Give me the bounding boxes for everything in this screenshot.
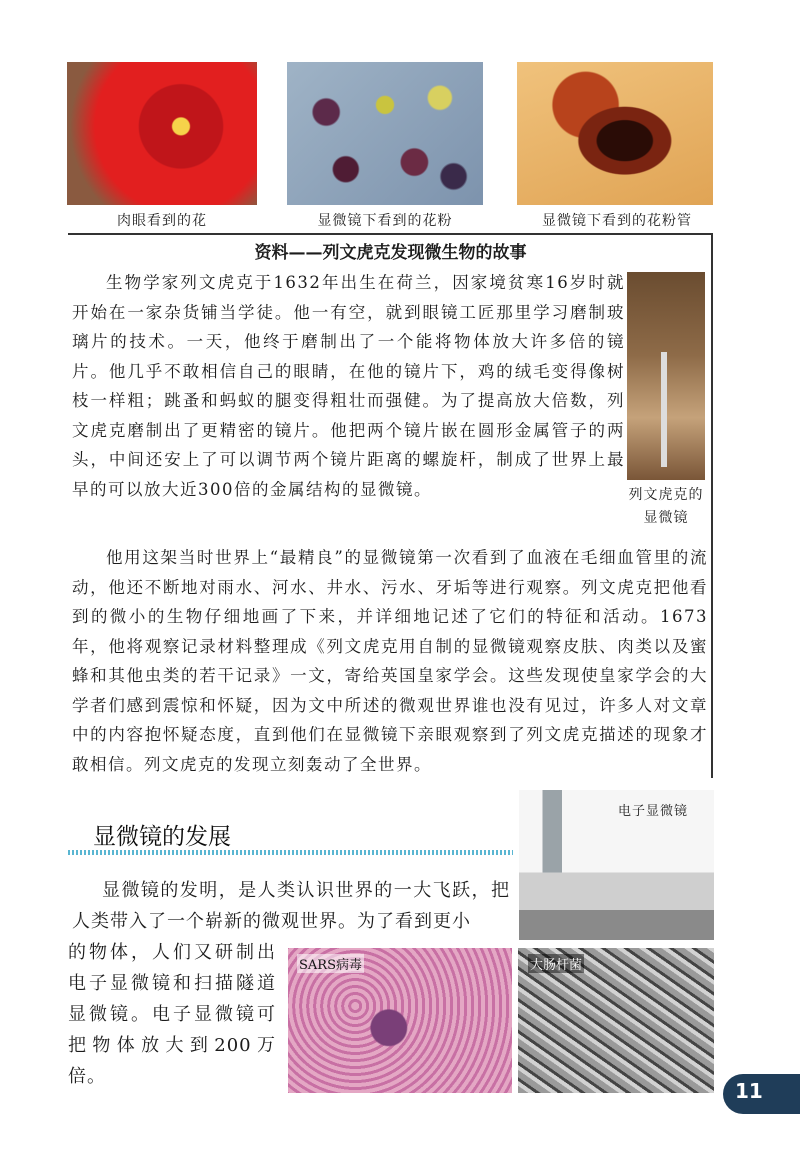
pollen-tube-caption: 显微镜下看到的花粉管 bbox=[542, 213, 692, 229]
flower-caption: 肉眼看到的花 bbox=[117, 213, 207, 229]
story-paragraph-1: 生物学家列文虎克于1632年出生在荷兰，因家境贫寒16岁时就开始在一家杂货铺当学徒。他一有空，就到眼镜工匠那里学习磨制玻璃片的技术。一天，他终于磨制出了一个能将物体放大许多倍的镜片。他几乎不敢相信自己的眼睛，在他的镜片下，鸡的绒毛变得像树枝一样粗；跳蚤和蚂蚁的腿变得粗壮而强健。为了提高放大倍数，列文虎克磨制出了更精密的镜片。他把两个镜片嵌在圆形金属管子的两头，中间还安上了可以调节两个镜片距离的螺旋杆，制成了世界上最早的可以放大近300倍的金属结构的显微镜。 bbox=[72, 273, 625, 499]
leeuwenhoek-microscope-photo bbox=[627, 272, 705, 480]
flower-photo bbox=[67, 62, 257, 205]
section-title-underline bbox=[68, 850, 513, 855]
story-box-right-border bbox=[711, 233, 713, 778]
section-text-narrow: 的物体，人们又研制出电子显微镜和扫描隧道显微镜。电子显微镜可把物体放大到200万倍。 bbox=[68, 942, 276, 1087]
pollen-photo bbox=[287, 62, 483, 205]
story-box-top-border bbox=[68, 233, 713, 235]
pollen-caption: 显微镜下看到的花粉 bbox=[317, 213, 453, 229]
sars-virus-label: SARS病毒 bbox=[297, 954, 364, 973]
section-title: 显微镜的发展 bbox=[93, 824, 231, 850]
story-paragraph-2: 他用这架当时世界上“最精良”的显微镜第一次看到了血液在毛细血管里的流动，他还不断地对雨水、河水、井水、污水、牙垢等进行观察。列文虎克把他看到的微小的生物仔细地画了下来，并详细地记述了它们的特征和活动。1673年，他将观察记录材料整理成《列文虎克用自制的显微镜观察皮肤、肉类以及蜜蜂和其他虫类的若干记录》一文，寄给英国皇家学会。这些发现使皇家学会的大学者们感到震惊和怀疑，因为文中所述的微观世界谁也没有见过，许多人对文章中的内容抱怀疑态度，直到他们在显微镜下亲眼观察到了列文虎克描述的现象才敢相信。列文虎克的发现立刻轰动了全世界。 bbox=[72, 548, 708, 774]
ecoli-label: 大肠杆菌 bbox=[528, 954, 584, 973]
page-number: 11 bbox=[735, 1079, 763, 1103]
section-text-wide: 显微镜的发明，是人类认识世界的一大飞跃，把人类带入了一个崭新的微观世界。为了看到更小 bbox=[72, 880, 510, 932]
electron-microscope-caption: 电子显微镜 bbox=[618, 804, 689, 819]
leeuwenhoek-microscope-caption: 列文虎克的显微镜 bbox=[628, 487, 704, 526]
pollen-tube-photo bbox=[517, 62, 713, 205]
story-box-title: 资料——列文虎克发现微生物的故事 bbox=[254, 243, 527, 263]
